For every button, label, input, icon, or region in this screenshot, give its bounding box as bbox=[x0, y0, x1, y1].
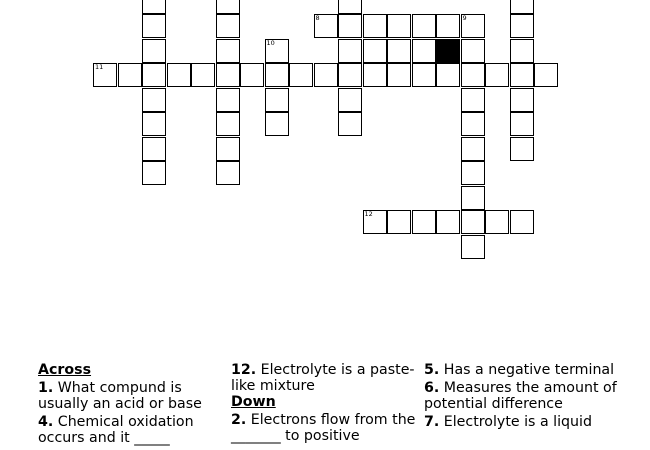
grid-cell[interactable] bbox=[461, 186, 485, 210]
grid-cell[interactable] bbox=[363, 39, 387, 63]
grid-cell[interactable] bbox=[461, 88, 485, 112]
clues-column-2 bbox=[231, 362, 416, 444]
grid-cell[interactable] bbox=[387, 63, 411, 87]
grid-cell[interactable] bbox=[510, 63, 534, 87]
grid-cell[interactable] bbox=[216, 0, 240, 14]
grid-cell[interactable] bbox=[412, 63, 436, 87]
grid-cell[interactable] bbox=[142, 161, 166, 185]
grid-cell[interactable] bbox=[510, 39, 534, 63]
grid-cell[interactable] bbox=[314, 63, 338, 87]
grid-cell[interactable] bbox=[510, 14, 534, 38]
grid-cell[interactable] bbox=[387, 210, 411, 234]
grid-cell[interactable] bbox=[510, 112, 534, 136]
grid-cell[interactable] bbox=[338, 112, 362, 136]
grid-cell[interactable] bbox=[461, 14, 485, 38]
grid-cell[interactable] bbox=[118, 63, 142, 87]
grid-cell[interactable] bbox=[142, 39, 166, 63]
clue-number-label: 8 bbox=[315, 14, 320, 22]
down-clue-7[interactable] bbox=[424, 414, 624, 430]
grid-cell[interactable] bbox=[265, 88, 289, 112]
grid-cell[interactable] bbox=[216, 137, 240, 161]
clue-text: Has a negative terminal bbox=[443, 362, 615, 378]
grid-cell[interactable] bbox=[461, 235, 485, 259]
clue-number-label: 10 bbox=[266, 38, 275, 47]
clue-number: 5. bbox=[424, 362, 440, 378]
grid-cell[interactable] bbox=[412, 210, 436, 234]
across-clue-1[interactable] bbox=[38, 380, 223, 412]
down-clue-2[interactable] bbox=[231, 412, 416, 444]
grid-cell[interactable] bbox=[216, 112, 240, 136]
grid-cell[interactable] bbox=[510, 210, 534, 234]
grid-cell[interactable] bbox=[240, 63, 264, 87]
grid-cell[interactable] bbox=[142, 14, 166, 38]
grid-cell[interactable] bbox=[216, 39, 240, 63]
grid-cell[interactable] bbox=[265, 39, 289, 63]
across-heading: Across bbox=[38, 362, 92, 378]
grid-cell[interactable] bbox=[216, 14, 240, 38]
clue-text: Measures the amount of potential difference bbox=[424, 380, 617, 412]
black-cell bbox=[436, 39, 460, 63]
clue-number: 6. bbox=[424, 380, 440, 396]
clues-column-1 bbox=[38, 362, 223, 446]
grid-cell[interactable] bbox=[167, 63, 191, 87]
clue-number: 12. bbox=[231, 362, 257, 378]
grid-cell[interactable] bbox=[142, 63, 166, 87]
clue-text: Electrolyte is a liquid bbox=[443, 414, 592, 430]
clue-number-label: 11 bbox=[95, 63, 104, 71]
grid-cell[interactable] bbox=[510, 88, 534, 112]
grid-cell[interactable] bbox=[485, 63, 509, 87]
grid-cell[interactable] bbox=[338, 14, 362, 38]
clues-column-3 bbox=[424, 362, 624, 430]
clue-text: Electrolyte is a paste-like mixture bbox=[231, 362, 415, 394]
grid-cell[interactable] bbox=[142, 0, 166, 14]
clue-number-label: 9 bbox=[462, 14, 467, 22]
clue-number: 2. bbox=[231, 412, 247, 428]
grid-cell[interactable] bbox=[510, 0, 534, 14]
grid-cell[interactable] bbox=[387, 14, 411, 38]
clues-panel bbox=[0, 362, 650, 450]
grid-cell[interactable] bbox=[363, 63, 387, 87]
grid-cell[interactable] bbox=[216, 161, 240, 185]
grid-cell[interactable] bbox=[338, 39, 362, 63]
grid-cell[interactable] bbox=[338, 0, 362, 14]
grid-cell[interactable] bbox=[338, 63, 362, 87]
clue-text: Chemical oxidation occurs and it _____ bbox=[38, 414, 194, 446]
grid-cell[interactable] bbox=[216, 63, 240, 87]
grid-cell[interactable] bbox=[265, 112, 289, 136]
grid-cell[interactable] bbox=[363, 210, 387, 234]
grid-cell[interactable] bbox=[338, 88, 362, 112]
grid-cell[interactable] bbox=[461, 210, 485, 234]
down-clue-5[interactable] bbox=[424, 362, 624, 378]
grid-cell[interactable] bbox=[265, 63, 289, 87]
grid-cell[interactable] bbox=[510, 137, 534, 161]
down-heading: Down bbox=[231, 394, 276, 410]
across-clue-12[interactable] bbox=[231, 362, 416, 394]
grid-cell[interactable] bbox=[412, 14, 436, 38]
grid-cell[interactable] bbox=[142, 88, 166, 112]
grid-cell[interactable] bbox=[412, 39, 436, 63]
grid-cell[interactable] bbox=[142, 112, 166, 136]
grid-cell[interactable] bbox=[93, 63, 117, 87]
clue-number: 4. bbox=[38, 414, 54, 430]
grid-cell[interactable] bbox=[534, 63, 558, 87]
grid-cell[interactable] bbox=[436, 14, 460, 38]
grid-cell[interactable] bbox=[289, 63, 313, 87]
grid-cell[interactable] bbox=[142, 137, 166, 161]
grid-cell[interactable] bbox=[461, 39, 485, 63]
grid-cell[interactable] bbox=[461, 112, 485, 136]
clue-number-label: 12 bbox=[364, 210, 373, 218]
grid-cell[interactable] bbox=[387, 39, 411, 63]
grid-cell[interactable] bbox=[461, 161, 485, 185]
clue-number: 1. bbox=[38, 380, 54, 396]
clue-text: What compund is usually an acid or base bbox=[38, 380, 202, 412]
down-clue-6[interactable] bbox=[424, 380, 624, 412]
grid-cell[interactable] bbox=[485, 210, 509, 234]
grid-cell[interactable] bbox=[461, 137, 485, 161]
across-clue-4[interactable] bbox=[38, 414, 223, 446]
grid-cell[interactable] bbox=[461, 63, 485, 87]
clue-text: Electrons flow from the _______ to positive bbox=[231, 412, 416, 444]
grid-cell[interactable] bbox=[363, 14, 387, 38]
grid-cell[interactable] bbox=[191, 63, 215, 87]
clue-number: 7. bbox=[424, 414, 440, 430]
grid-cell[interactable] bbox=[314, 14, 338, 38]
grid-cell[interactable] bbox=[436, 210, 460, 234]
grid-cell[interactable] bbox=[216, 88, 240, 112]
grid-cell[interactable] bbox=[436, 63, 460, 87]
